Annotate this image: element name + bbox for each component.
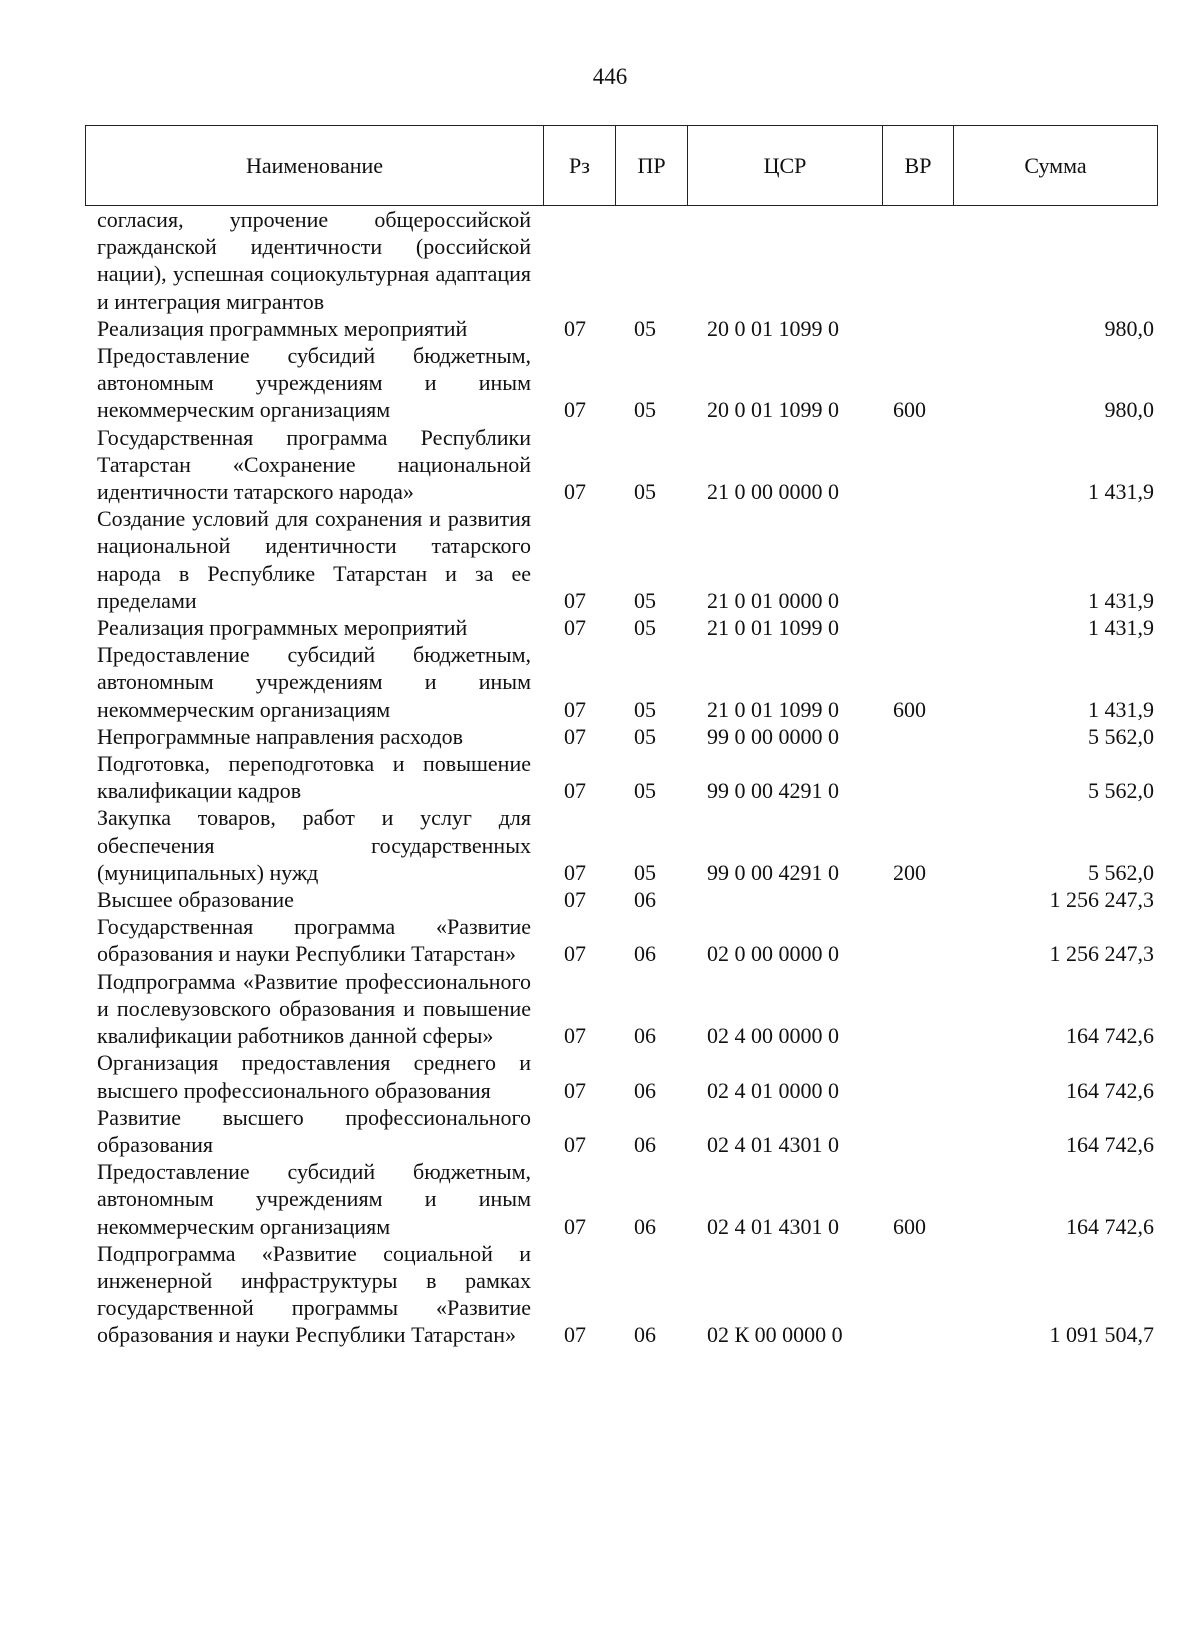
row-csr: 20 0 01 1099 0 bbox=[707, 397, 839, 423]
row-sum: 164 742,6 bbox=[1066, 1213, 1154, 1239]
row-pr: 06 bbox=[634, 1322, 656, 1348]
row-rz: 07 bbox=[564, 1077, 586, 1103]
row-name: Подпрограмма «Развитие социальной и инженерной инфраструктуры в рамках государственной программы «Развитие образования и науки Республики Татарстан» bbox=[97, 1240, 531, 1348]
table-row bbox=[0, 505, 1200, 614]
table-row bbox=[0, 804, 1200, 886]
row-vr: 600 bbox=[893, 397, 926, 423]
row-csr: 21 0 01 1099 0 bbox=[707, 615, 839, 641]
table-row bbox=[0, 1158, 1200, 1240]
row-sum: 1 431,9 bbox=[1088, 615, 1154, 641]
row-sum: 1 431,9 bbox=[1088, 587, 1154, 613]
header-pr: ПР bbox=[616, 126, 688, 205]
table-row bbox=[0, 342, 1200, 424]
row-pr: 06 bbox=[634, 1077, 656, 1103]
row-csr: 21 0 01 1099 0 bbox=[707, 696, 839, 722]
row-rz: 07 bbox=[564, 887, 586, 913]
row-rz: 07 bbox=[564, 1131, 586, 1157]
row-sum: 164 742,6 bbox=[1066, 1077, 1154, 1103]
row-name: Закупка товаров, работ и услуг для обеспечения государственных (муниципальных) нужд bbox=[97, 805, 531, 885]
row-rz: 07 bbox=[564, 587, 586, 613]
row-name: Предоставление субсидий бюджетным, автономным учреждениям и иным некоммерческим организациям bbox=[97, 343, 531, 423]
row-name: Реализация программных мероприятий bbox=[97, 615, 468, 641]
row-vr: 200 bbox=[893, 859, 926, 885]
row-sum: 1 431,9 bbox=[1088, 696, 1154, 722]
row-pr: 05 bbox=[634, 397, 656, 423]
row-name: Высшее образование bbox=[97, 887, 294, 913]
row-rz: 07 bbox=[564, 315, 586, 341]
row-rz: 07 bbox=[564, 859, 586, 885]
row-pr: 05 bbox=[634, 587, 656, 613]
row-rz: 07 bbox=[564, 696, 586, 722]
table-row bbox=[0, 750, 1200, 804]
row-csr: 21 0 00 0000 0 bbox=[707, 479, 839, 505]
table-row bbox=[0, 1049, 1200, 1103]
row-name: согласия, упрочение общероссийской гражданской идентичности (российской нации), успешная социокультурная адаптация и интеграция мигрантов bbox=[97, 207, 531, 314]
row-rz: 07 bbox=[564, 941, 586, 967]
row-sum: 1 256 247,3 bbox=[1049, 887, 1154, 913]
row-rz: 07 bbox=[564, 778, 586, 804]
row-csr: 21 0 01 0000 0 bbox=[707, 587, 839, 613]
row-pr: 05 bbox=[634, 859, 656, 885]
row-name: Предоставление субсидий бюджетным, автономным учреждениям и иным некоммерческим организациям bbox=[97, 1159, 531, 1239]
row-rz: 07 bbox=[564, 723, 586, 749]
row-name: Реализация программных мероприятий bbox=[97, 315, 468, 341]
row-pr: 05 bbox=[634, 696, 656, 722]
row-csr: 02 4 01 4301 0 bbox=[707, 1213, 839, 1239]
header-name: Наименование bbox=[86, 126, 544, 205]
row-pr: 06 bbox=[634, 1023, 656, 1049]
row-rz: 07 bbox=[564, 1213, 586, 1239]
row-sum: 980,0 bbox=[1104, 397, 1154, 423]
row-csr: 02 4 00 0000 0 bbox=[707, 1023, 839, 1049]
row-vr: 600 bbox=[893, 1213, 926, 1239]
row-name: Подготовка, переподготовка и повышение квалификации кадров bbox=[97, 751, 531, 804]
row-pr: 05 bbox=[634, 615, 656, 641]
row-name: Подпрограмма «Развитие профессионального и послевузовского образования и повышение квалификации работников данной сферы» bbox=[97, 968, 531, 1049]
header-vr: ВР bbox=[883, 126, 954, 205]
row-name: Государственная программа Республики Татарстан «Сохранение национальной идентичности татарского народа» bbox=[97, 424, 531, 505]
row-pr: 06 bbox=[634, 887, 656, 913]
header-csr: ЦСР bbox=[688, 126, 883, 205]
row-rz: 07 bbox=[564, 479, 586, 505]
row-sum: 164 742,6 bbox=[1066, 1131, 1154, 1157]
row-vr: 600 bbox=[893, 696, 926, 722]
row-csr: 02 К 00 0000 0 bbox=[707, 1322, 843, 1348]
row-sum: 1 091 504,7 bbox=[1049, 1322, 1154, 1348]
table-body bbox=[0, 206, 1200, 1349]
row-name: Создание условий для сохранения и развития национальной идентичности татарского народа в Республике Татарстан и за ее пределами bbox=[97, 506, 531, 613]
row-rz: 07 bbox=[564, 397, 586, 423]
row-pr: 05 bbox=[634, 479, 656, 505]
header-rz: Рз bbox=[544, 126, 616, 205]
table-row bbox=[0, 206, 1200, 315]
row-csr: 20 0 01 1099 0 bbox=[707, 315, 839, 341]
row-sum: 5 562,0 bbox=[1088, 723, 1154, 749]
row-csr: 99 0 00 0000 0 bbox=[707, 723, 839, 749]
row-csr: 02 0 00 0000 0 bbox=[707, 941, 839, 967]
row-name: Развитие высшего профессионального образования bbox=[97, 1104, 531, 1157]
table-row bbox=[0, 723, 1200, 750]
row-name: Организация предоставления среднего и высшего профессионального образования bbox=[97, 1050, 531, 1103]
row-pr: 05 bbox=[634, 778, 656, 804]
row-rz: 07 bbox=[564, 1023, 586, 1049]
table-row bbox=[0, 641, 1200, 723]
row-sum: 980,0 bbox=[1104, 315, 1154, 341]
row-sum: 1 256 247,3 bbox=[1049, 941, 1154, 967]
row-csr: 02 4 01 0000 0 bbox=[707, 1077, 839, 1103]
row-csr: 02 4 01 4301 0 bbox=[707, 1131, 839, 1157]
row-sum: 1 431,9 bbox=[1088, 479, 1154, 505]
row-pr: 06 bbox=[634, 941, 656, 967]
table-row bbox=[0, 1240, 1200, 1349]
row-pr: 05 bbox=[634, 723, 656, 749]
row-rz: 07 bbox=[564, 1322, 586, 1348]
page-number: 446 bbox=[592, 64, 628, 89]
table-header bbox=[85, 125, 1158, 206]
row-rz: 07 bbox=[564, 615, 586, 641]
table-row bbox=[0, 886, 1200, 913]
row-name: Непрограммные направления расходов bbox=[97, 723, 464, 749]
row-pr: 06 bbox=[634, 1131, 656, 1157]
header-sum: Сумма bbox=[1024, 152, 1087, 178]
row-pr: 05 bbox=[634, 315, 656, 341]
row-name: Государственная программа «Развитие образования и науки Республики Татарстан» bbox=[97, 914, 531, 967]
table-row bbox=[0, 968, 1200, 1050]
table-row bbox=[0, 913, 1200, 967]
row-pr: 06 bbox=[634, 1213, 656, 1239]
table-row bbox=[0, 614, 1200, 641]
row-sum: 164 742,6 bbox=[1066, 1023, 1154, 1049]
row-sum: 5 562,0 bbox=[1088, 778, 1154, 804]
row-name: Предоставление субсидий бюджетным, автономным учреждениям и иным некоммерческим организациям bbox=[97, 642, 531, 722]
row-sum: 5 562,0 bbox=[1088, 859, 1154, 885]
table-row bbox=[0, 424, 1200, 506]
row-csr: 99 0 00 4291 0 bbox=[707, 859, 839, 885]
table-row bbox=[0, 315, 1200, 342]
table-row bbox=[0, 1104, 1200, 1158]
row-csr: 99 0 00 4291 0 bbox=[707, 778, 839, 804]
